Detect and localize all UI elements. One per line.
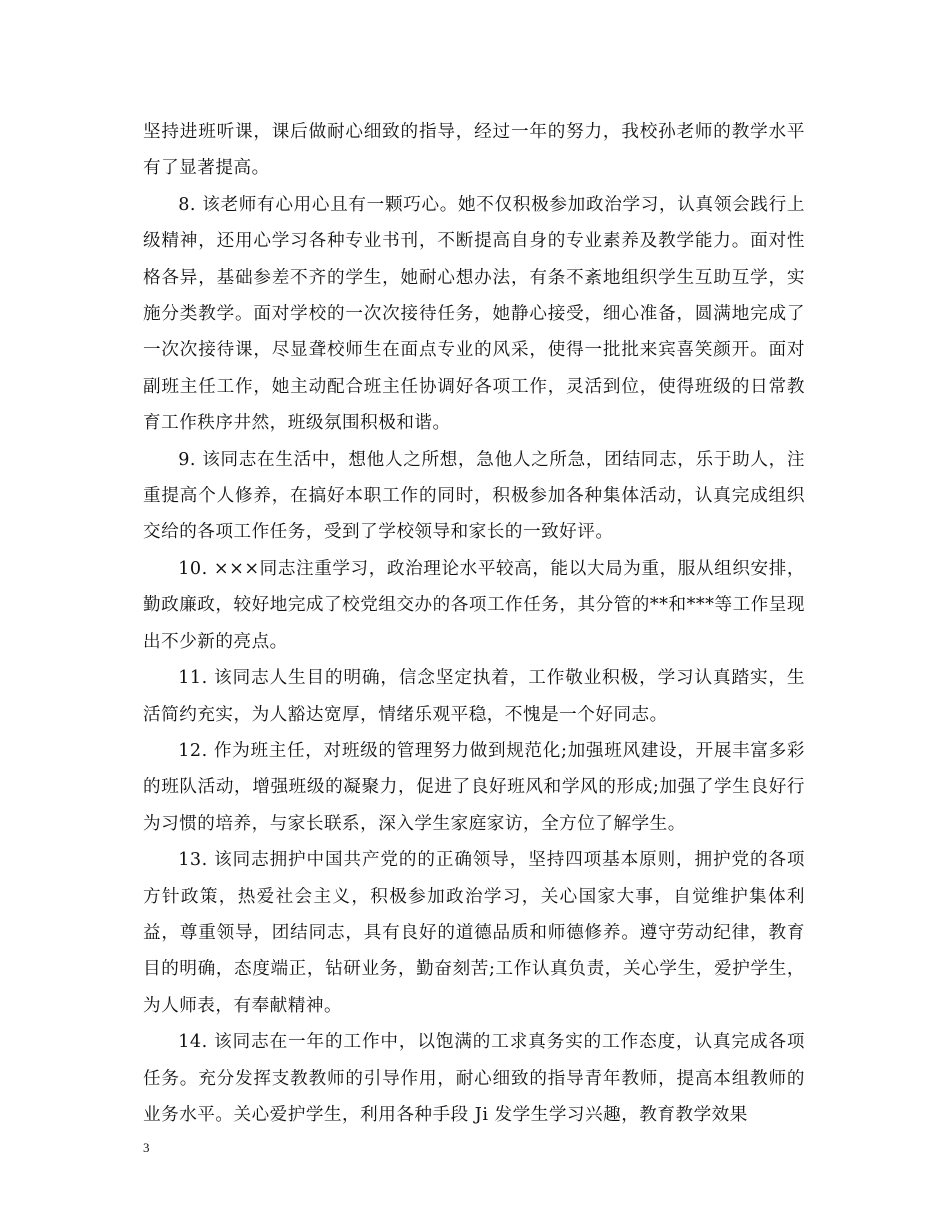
paragraph-10: 10. ×××同志注重学习，政治理论水平较高，能以大局为重，服从组织安排，勤政廉政，较好地完成了校党组交办的各项工作任务，其分管的**和***等工作呈现出不少新的亮点。 [143,558,805,652]
paragraph-13: 13. 该同志拥护中国共产党的的正确领导，坚持四项基本原则，拥护党的各项方针政策，热爱社会主义，积极参加政治学习，关心国家大事，自觉维护集体利益，尊重领导，团结同志，具有良好的道德品质和师德修养。遵守劳动纪律，教育目的明确，态度端正，钻研业务，勤奋刻苦;工作认真负责，关心学生，爱护学生，为人师表，有奉献精神。 [143,850,805,1016]
paragraph-12: 12. 作为班主任，对班级的管理努力做到规范化;加强班风建设，开展丰富多彩的班队活动，增强班级的凝聚力，促进了良好班风和学风的形成;加强了学生良好行为习惯的培养，与家长联系，深入学生家庭家访，全方位了解学生。 [143,740,805,834]
paragraph-8: 8. 该老师有心用心且有一颗巧心。她不仅积极参加政治学习，认真领会践行上级精神，还用心学习各种专业书刊，不断提高自身的专业素养及教学能力。面对性格各异，基础参差不齐的学生，她耐心想办法，有条不紊地组织学生互助互学，实施分类教学。面对学校的一次次接待任务，她静心接受，细心准备，圆满地完成了一次次接待课，尽显聋校师生在面点专业的风采，使得一批批来宾喜笑颜开。面对副班主任工作，她主动配合班主任协调好各项工作，灵活到位，使得班级的日常教育工作秩序井然，班级氛围积极和谐。 [143,194,805,434]
paragraph-9: 9. 该同志在生活中，想他人之所想，急他人之所急，团结同志，乐于助人，注重提高个人修养，在搞好本职工作的同时，积极参加各种集体活动，认真完成组织交给的各项工作任务，受到了学校领导和家长的一致好评。 [143,449,805,543]
document-body [143,114,805,1133]
page-number: 3 [143,1140,150,1155]
paragraph-14: 14. 该同志在一年的工作中，以饱满的工求真务实的工作态度，认真完成各项任务。充分发挥支教教师的引导作用，耐心细致的指导青年教师，提高本组教师的业务水平。关心爱护学生，利用各种手段 Ji 发学生学习兴趣，教育教学效果 [143,1032,805,1125]
paragraph-continuation: 坚持进班听课，课后做耐心细致的指导，经过一年的努力，我校孙老师的教学水平有了显著提高。 [143,122,805,179]
paragraph-11: 11. 该同志人生目的明确，信念坚定执着，工作敬业积极，学习认真踏实，生活简约充实，为人豁达宽厚，情绪乐观平稳，不愧是一个好同志。 [143,668,805,725]
